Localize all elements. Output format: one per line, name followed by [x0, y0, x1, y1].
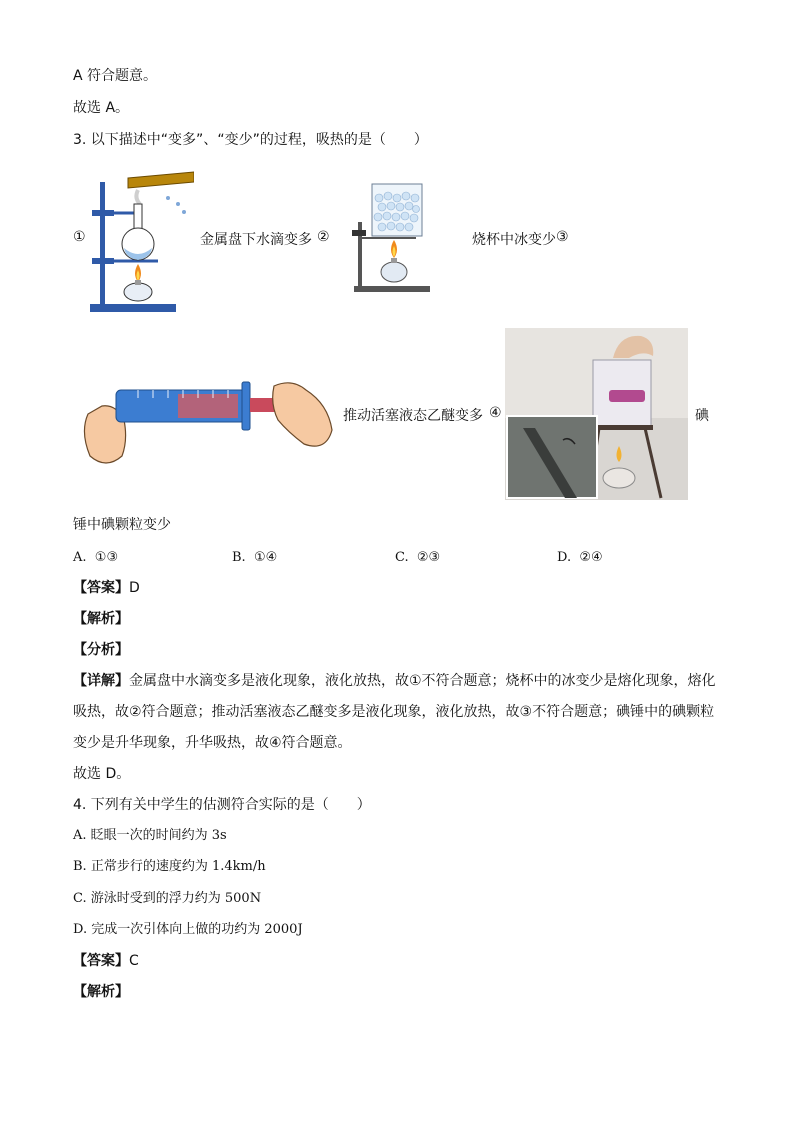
- answer-tag: 【答案】: [73, 953, 129, 969]
- item3-marker: ③: [556, 229, 569, 245]
- option-a: A. ①③: [73, 550, 119, 565]
- option-d: D. ②④: [557, 550, 603, 565]
- q3-analysis-tag: 【解析】: [73, 611, 129, 627]
- q2-conclusion: 故选 A。: [73, 100, 130, 116]
- condensation-apparatus-figure: [88, 160, 194, 318]
- q4-option-c: C. 游泳时受到的浮力约为 500N: [73, 891, 262, 906]
- item1-marker: ①: [73, 229, 86, 245]
- answer-value: D: [129, 580, 140, 596]
- detail-line-1: 金属盘中水滴变多是液化现象，液化放热，故①不符合题意；烧杯中的冰变少是熔化现象，熔化: [129, 673, 716, 689]
- water-drop: [182, 210, 186, 214]
- q4-stem: 4. 下列有关中学生的估测符合实际的是（ ）: [73, 797, 371, 813]
- q4-analysis-tag: 【解析】: [73, 984, 129, 1000]
- q4-answer: [73, 951, 139, 971]
- q3-detail: [73, 666, 723, 759]
- clamp-lower: [92, 258, 114, 264]
- stand-base: [354, 286, 430, 292]
- detail-line-3: 变少是升华现象，升华吸热，故④符合题意。: [73, 735, 352, 751]
- syringe-figure: [78, 360, 336, 472]
- q3-fenxi-tag: 【分析】: [73, 642, 129, 658]
- water-drop: [166, 196, 170, 200]
- item4-text-a: 碘: [695, 408, 709, 424]
- option-c: C. ②③: [395, 550, 441, 565]
- answer-tag: 【答案】: [73, 580, 129, 596]
- q4-option-b: B. 正常步行的速度约为 1.4km/h: [73, 859, 266, 874]
- item4-text-b: 锤中碘颗粒变少: [73, 517, 171, 533]
- option-b: B. ①④: [232, 550, 278, 565]
- right-hand: [273, 383, 332, 446]
- alcohol-lamp: [124, 283, 152, 301]
- steam: [136, 190, 140, 204]
- detail-line-2: 吸热，故②符合题意；推动活塞液态乙醚变多是液化现象，液化放热，故③不符合题意；碘锤中的碘颗粒: [73, 704, 715, 720]
- item2-text: 烧杯中冰变少: [472, 232, 556, 248]
- beaker-ice-figure: [348, 182, 434, 294]
- detail-tag: 【详解】: [73, 673, 129, 689]
- alcohol-lamp: [603, 468, 635, 488]
- clamp-upper: [92, 210, 114, 216]
- q3-conclusion: 故选 D。: [73, 766, 131, 782]
- q2-answer-line: A 符合题意。: [73, 68, 158, 84]
- iodine-hammer-photo: [505, 328, 688, 500]
- alcohol-lamp: [381, 262, 407, 282]
- metal-tray: [128, 172, 194, 188]
- q3-stem: 3. 以下描述中“变多”、“变少”的过程，吸热的是（ ）: [73, 132, 428, 148]
- item4-marker: ④: [489, 405, 502, 421]
- item3-text: 推动活塞液态乙醚变多: [343, 408, 483, 424]
- syringe-liquid: [178, 394, 238, 418]
- q3-answer: [73, 578, 140, 598]
- iodine-vapor: [609, 390, 645, 402]
- answer-value: C: [129, 953, 139, 969]
- q4-option-d: D. 完成一次引体向上做的功约为 2000J: [73, 922, 303, 937]
- q4-option-a: A. 眨眼一次的时间约为 3s: [73, 828, 227, 843]
- item2-marker: ②: [317, 229, 330, 245]
- stand-rod: [100, 182, 105, 306]
- item1-text: 金属盘下水滴变多: [200, 232, 312, 248]
- water-drop: [176, 202, 180, 206]
